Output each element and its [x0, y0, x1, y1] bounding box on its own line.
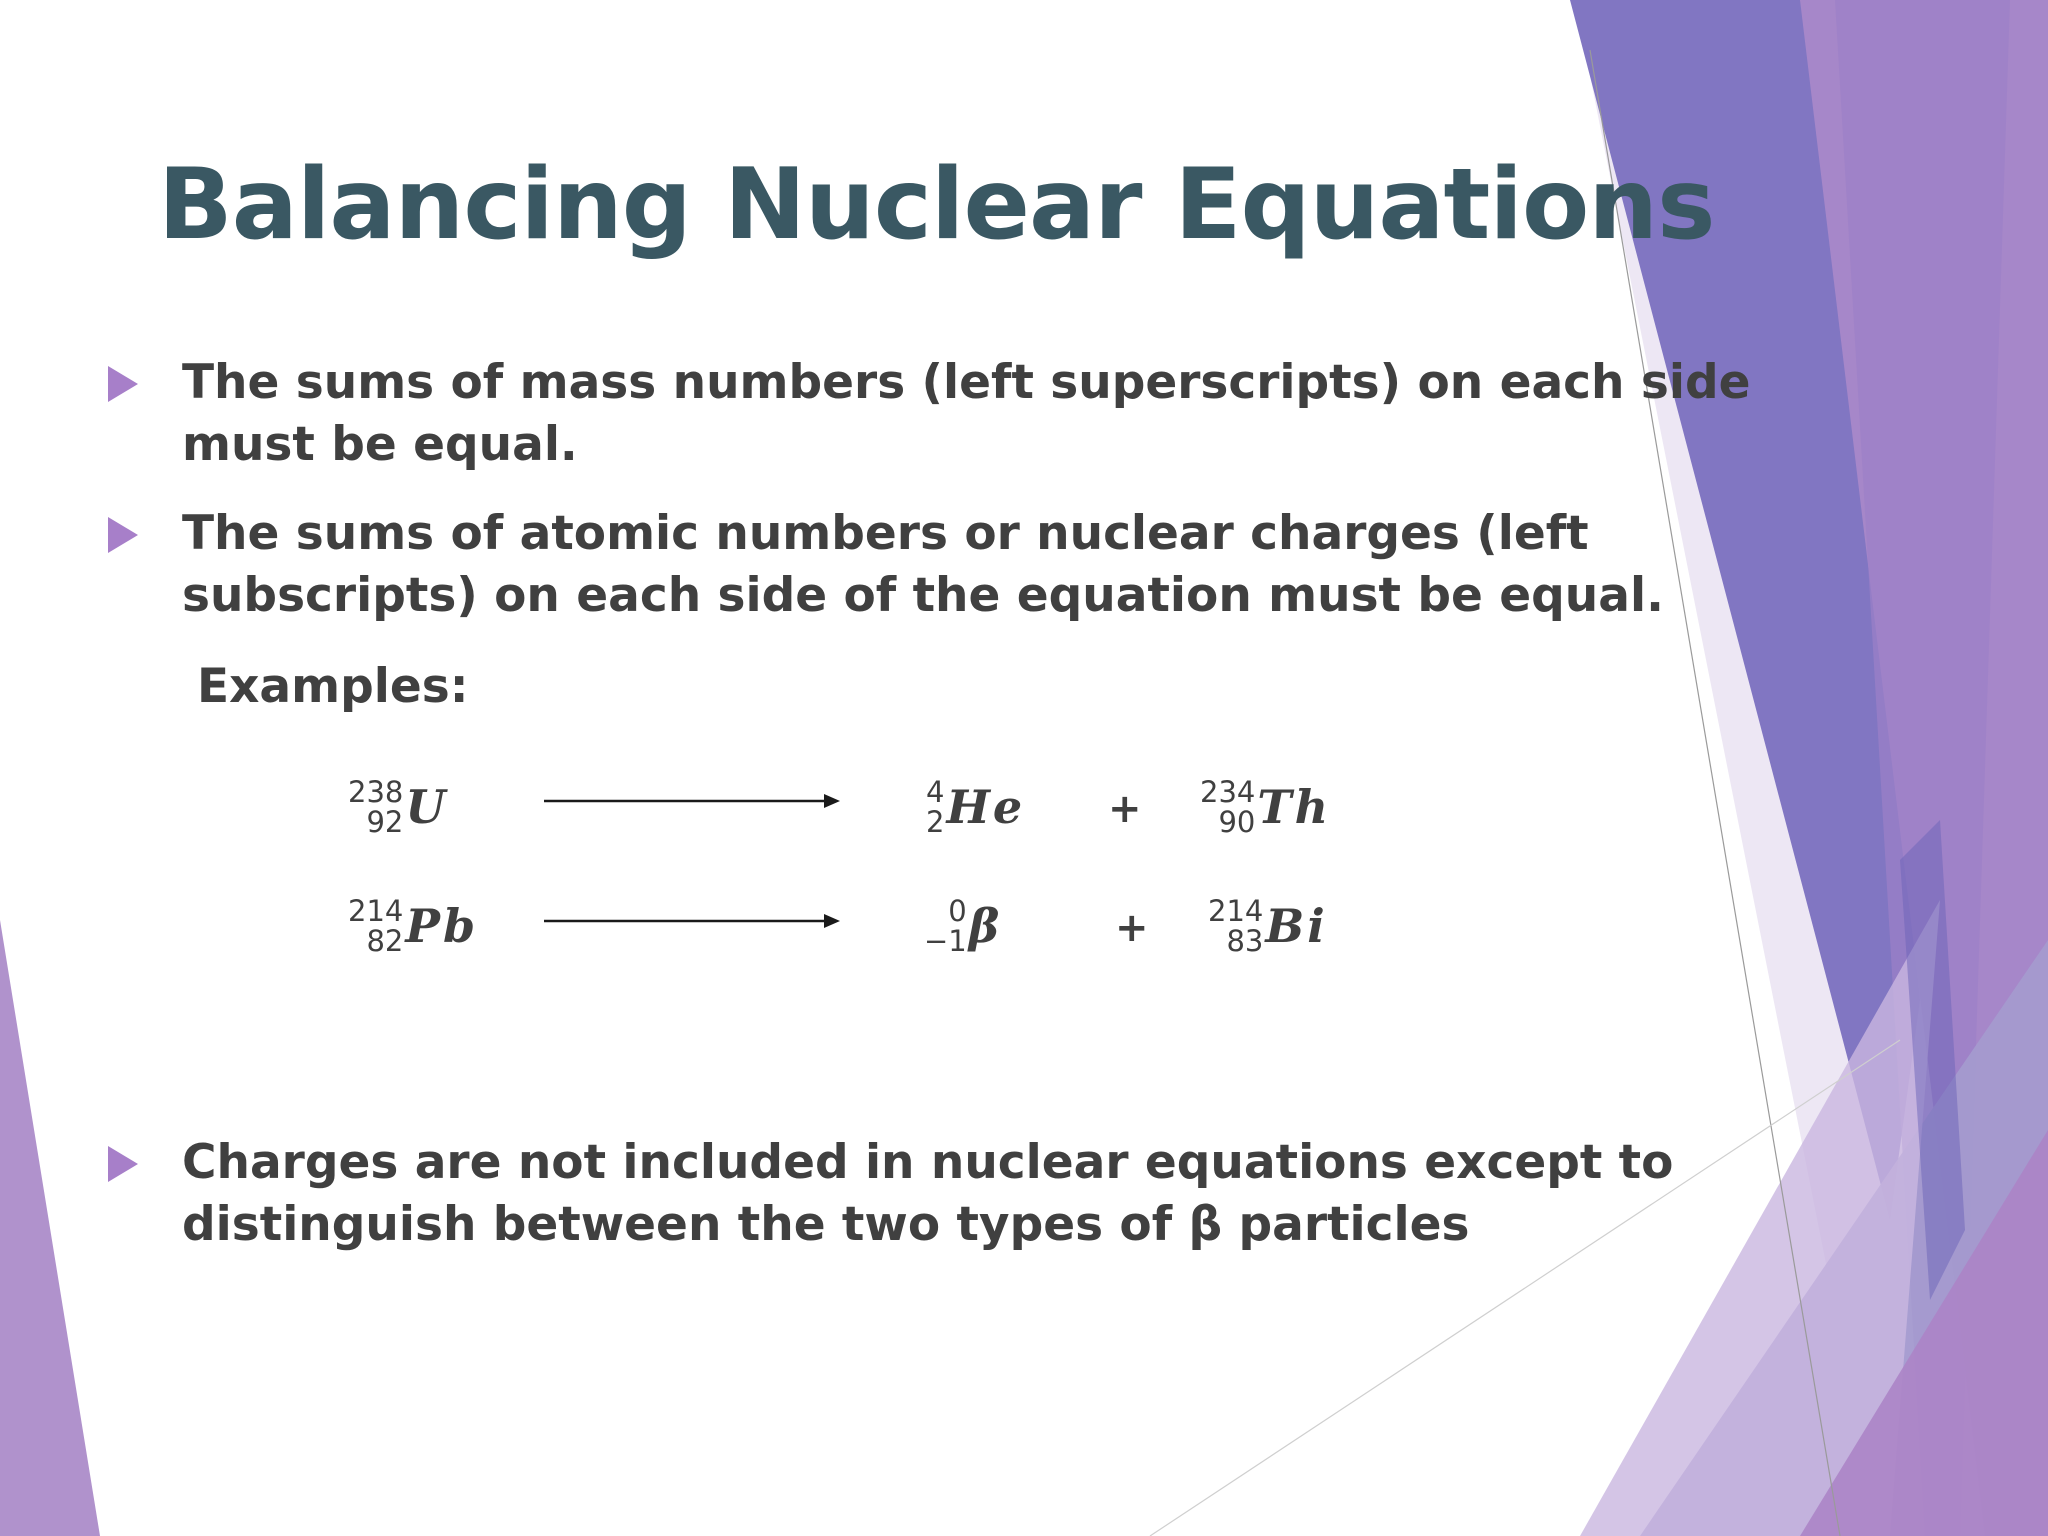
- slide-title: Balancing Nuclear Equations: [158, 148, 1715, 262]
- element-symbol: Th: [1257, 780, 1332, 834]
- bullet-line: The sums of atomic numbers or nuclear charges (left: [182, 506, 1589, 561]
- reaction-arrow-icon: [544, 790, 840, 812]
- nuclide-bismuth: [1208, 896, 1328, 956]
- bullet-line: subscripts) on each side of the equation must be equal.: [182, 568, 1664, 623]
- mass-number: 234: [1200, 775, 1256, 809]
- mass-number: 0: [948, 894, 967, 928]
- atomic-number: −1: [924, 924, 967, 958]
- element-symbol: Bi: [1265, 899, 1328, 953]
- bullet-text: [182, 1132, 1673, 1256]
- bullet-mass-numbers: [108, 352, 1750, 476]
- bullet-line: Charges are not included in nuclear equations except to: [182, 1135, 1674, 1190]
- nuclide-numbers: [924, 896, 967, 956]
- nuclide-numbers: [348, 777, 403, 837]
- element-symbol: U: [405, 780, 449, 834]
- triangle-bullet-icon: [108, 1146, 140, 1182]
- reaction-arrow-icon: [544, 910, 840, 932]
- nuclide-lead: [348, 896, 478, 956]
- bullet-text: [182, 503, 1664, 627]
- atomic-number: 90: [1218, 805, 1256, 839]
- triangle-bullet-icon: [108, 517, 140, 553]
- mass-number: 214: [1208, 894, 1264, 928]
- mass-number: 238: [348, 775, 404, 809]
- element-symbol: β: [968, 899, 1003, 953]
- bullet-line: must be equal.: [182, 417, 578, 472]
- atomic-number: 2: [926, 805, 945, 839]
- bullet-line: The sums of mass numbers (left superscripts) on each side: [182, 355, 1751, 410]
- atomic-number: 92: [366, 805, 404, 839]
- nuclide-numbers: [1200, 777, 1255, 837]
- triangle-bullet-icon: [108, 366, 140, 402]
- nuclide-numbers: [1208, 896, 1263, 956]
- nuclide-thorium: [1200, 777, 1331, 837]
- examples-label: Examples:: [197, 659, 469, 714]
- atomic-number: 83: [1226, 924, 1264, 958]
- atomic-number: 82: [366, 924, 404, 958]
- mass-number: 4: [926, 775, 945, 809]
- bullet-atomic-numbers: [108, 503, 1664, 627]
- nuclide-uranium: [348, 777, 448, 837]
- nuclide-beta-particle: [924, 896, 1002, 956]
- plus-sign: +: [1115, 905, 1149, 951]
- nuclide-helium: [926, 777, 1025, 837]
- nuclide-numbers: [348, 896, 403, 956]
- mass-number: 214: [348, 894, 404, 928]
- plus-sign: +: [1108, 786, 1142, 832]
- element-symbol: He: [946, 780, 1026, 834]
- bullet-line: distinguish between the two types of β particles: [182, 1197, 1470, 1252]
- nuclide-numbers: [926, 777, 944, 837]
- element-symbol: Pb: [405, 899, 479, 953]
- bullet-text: [182, 352, 1750, 476]
- bullet-charges-note: [108, 1132, 1673, 1256]
- left-accent-wedge: [0, 920, 100, 1536]
